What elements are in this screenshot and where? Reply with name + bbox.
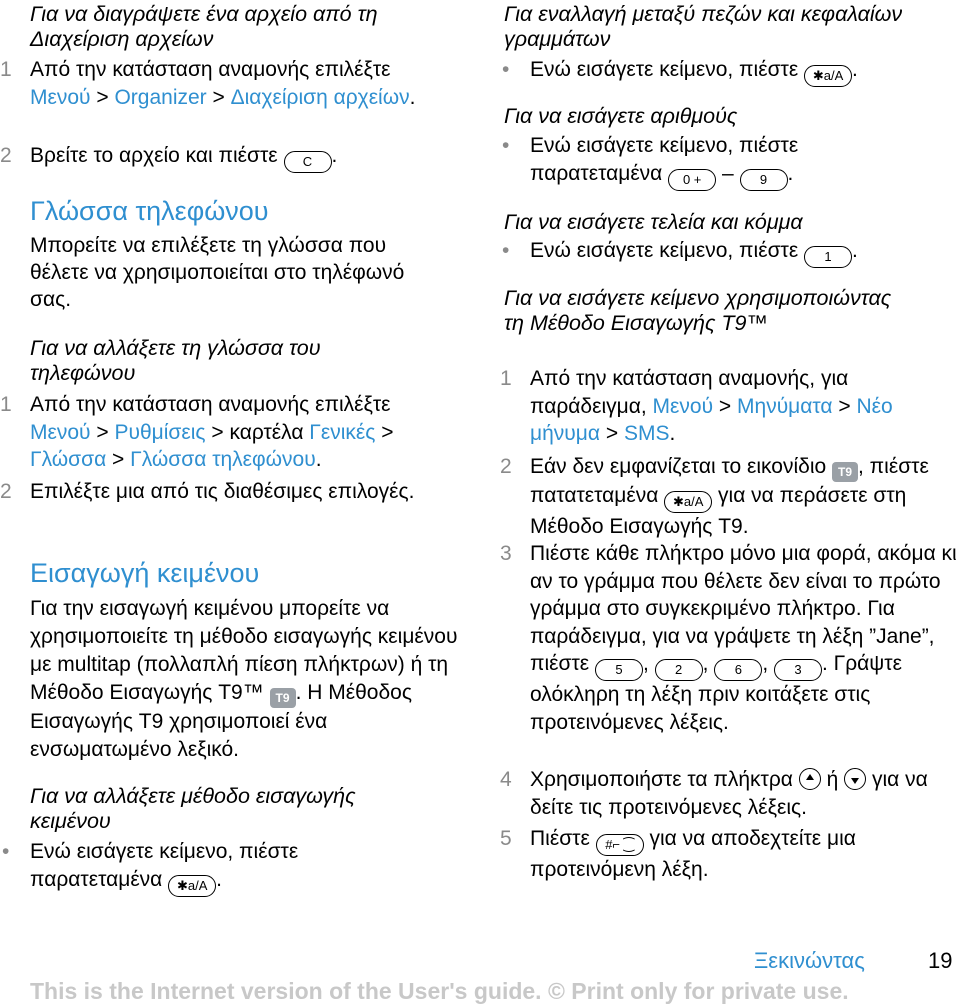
star-key-icon: ✱a/A <box>804 65 852 87</box>
link-file-manager[interactable]: Διαχείριση αρχείων <box>230 85 410 109</box>
phone-language-heading: Γλώσσα τηλεφώνου <box>30 196 269 226</box>
enter-punctuation-subtitle: Για να εισάγετε τελεία και κόμμα <box>504 210 803 234</box>
one-key-icon: 1 <box>804 246 852 268</box>
t9-step-5: 5 Πιέστε #⌐ ⁐ για να αποδεχτείτε μια προτεινόμενη λέξη. <box>500 827 856 881</box>
t9-step-1: 1 Από την κατάσταση αναμονής, για παράδειγμα, Μενού > Μηνύματα > Νέο μήνυμα > SMS. <box>500 367 893 445</box>
text-input-heading: Εισαγωγή κειμένου <box>30 558 260 588</box>
two-key-icon: 2 <box>655 659 703 681</box>
zero-key-icon: 0 + <box>668 169 716 191</box>
five-key-icon: 5 <box>595 659 643 681</box>
watermark: This is the Internet version of the User's guide. © Print only for private use. <box>30 978 849 1004</box>
delete-step-2: 2 Βρείτε το αρχείο και πιέστε C . <box>30 142 450 173</box>
link-sms[interactable]: SMS <box>623 422 670 445</box>
link-new-message[interactable]: Νέο μήνυμα <box>530 394 893 445</box>
link-language[interactable]: Γλώσσα <box>30 448 107 471</box>
enter-punctuation-bullet: • Ενώ εισάγετε κείμενο, πιέστε 1 . <box>530 237 960 268</box>
t9-step-2: 2 Εάν δεν εμφανίζεται το εικονίδιο T9 , πιέστε πατατεταμένα ✱a/A για να περάσετε στη Μέθοδο Εισαγωγής T9. <box>500 455 929 538</box>
phone-language-intro: Μπορείτε να επιλέξετε τη γλώσσα που θέλετε να χρησιμοποιείται στο τηλέφωνό σας. <box>30 234 405 311</box>
change-language-subtitle: Για να αλλάξετε τη γλώσσα του τηλεφώνου <box>30 336 321 385</box>
enter-numbers-subtitle: Για να εισάγετε αριθμούς <box>504 104 738 128</box>
link-settings[interactable]: Ρυθμίσεις <box>114 420 206 444</box>
star-key-icon: ✱a/A <box>168 875 216 897</box>
link-menu[interactable]: Μενού <box>652 394 714 418</box>
link-general[interactable]: Γενικές <box>309 420 376 444</box>
t9-input-subtitle: Για να εισάγετε κείμενο χρησιμοποιώντας τη Μέθοδο Εισαγωγής T9™ <box>504 286 892 335</box>
t9-step-4: 4 Χρησιμοποιήστε τα πλήκτρα ή για να δείτε τις προτεινόμενες λέξεις. <box>500 768 928 819</box>
language-step-2: 2 Επιλέξτε μια από τις διαθέσιμες επιλογές. <box>0 480 415 503</box>
enter-numbers-bullet: • Ενώ εισάγετε κείμενο, πιέστε παρατεταμένα 0 + – 9 . <box>530 132 930 191</box>
link-phone-language[interactable]: Γλώσσα τηλεφώνου <box>130 448 316 471</box>
footer-section: Ξεκινώντας <box>754 948 865 973</box>
input-method-bullet: • Ενώ εισάγετε κείμενο, πιέστε παρατεταμένα ✱a/A . <box>30 838 430 897</box>
language-step-1: 1 Από την κατάσταση αναμονής επιλέξτε Μενού > Ρυθμίσεις > καρτέλα Γενικές > Γλώσσα > Γλώσσα τηλεφώνου. <box>0 393 394 471</box>
three-key-icon: 3 <box>774 659 822 681</box>
case-switch-bullet: • Ενώ εισάγετε κείμενο, πιέστε ✱a/A . <box>530 56 960 87</box>
clear-key-icon: C <box>284 151 332 173</box>
delete-step-1: 1 Από την κατάσταση αναμονής επιλέξτε Μενού > Organizer > Διαχείριση αρχείων. <box>0 58 416 109</box>
t9-icon: T9 <box>832 462 858 482</box>
nav-up-icon <box>799 768 821 790</box>
hash-key-icon: #⌐ ⁐ <box>596 834 644 856</box>
nine-key-icon: 9 <box>740 169 788 191</box>
link-organizer[interactable]: Organizer <box>114 85 207 109</box>
text-input-intro: Για την εισαγωγή κειμένου μπορείτε να χρησιμοποιείτε τη μέθοδο εισαγωγής κειμένου με multitap (πολλαπλή πίεση πλήκτρων) ή τη Μέθοδο Εισαγωγής T9™ T9 . Η Μέθοδος Εισαγωγής T9 χρησιμοποιεί ένα ενσωματωμένο λεξικό. <box>30 597 458 761</box>
star-key-icon: ✱a/A <box>664 491 712 513</box>
case-switch-subtitle: Για εναλλαγή μεταξύ πεζών και κεφαλαίων γραμμάτων <box>504 2 903 51</box>
t9-step-3: 3 Πιέστε κάθε πλήκτρο μόνο μια φορά, ακόμα κι αν το γράμμα που θέλετε δεν είναι το πρώτο γράμμα στο συγκεκριμένο πλήκτρο. Για παράδειγμα, για να γράψετε τη λέξη ”Jane”, πιέστε 5 , 2 , 6 , 3 . Γράψτε ολόκληρη τη λέξη πριν κοιτάξετε στις προτεινόμενες λέξεις. <box>500 542 957 734</box>
nav-down-icon <box>844 768 866 790</box>
delete-file-subtitle: Για να διαγράψετε ένα αρχείο από τη Διαχείριση αρχείων <box>30 2 378 51</box>
bullet: • <box>2 840 10 863</box>
link-messages[interactable]: Μηνύματα <box>737 394 833 418</box>
link-menu[interactable]: Μενού <box>30 85 91 109</box>
page-number: 19 <box>928 948 953 973</box>
change-input-method-subtitle: Για να αλλάξετε μέθοδο εισαγωγής κειμένου <box>30 784 356 833</box>
t9-icon: T9 <box>270 688 296 708</box>
six-key-icon: 6 <box>714 659 762 681</box>
link-menu[interactable]: Μενού <box>30 420 91 444</box>
